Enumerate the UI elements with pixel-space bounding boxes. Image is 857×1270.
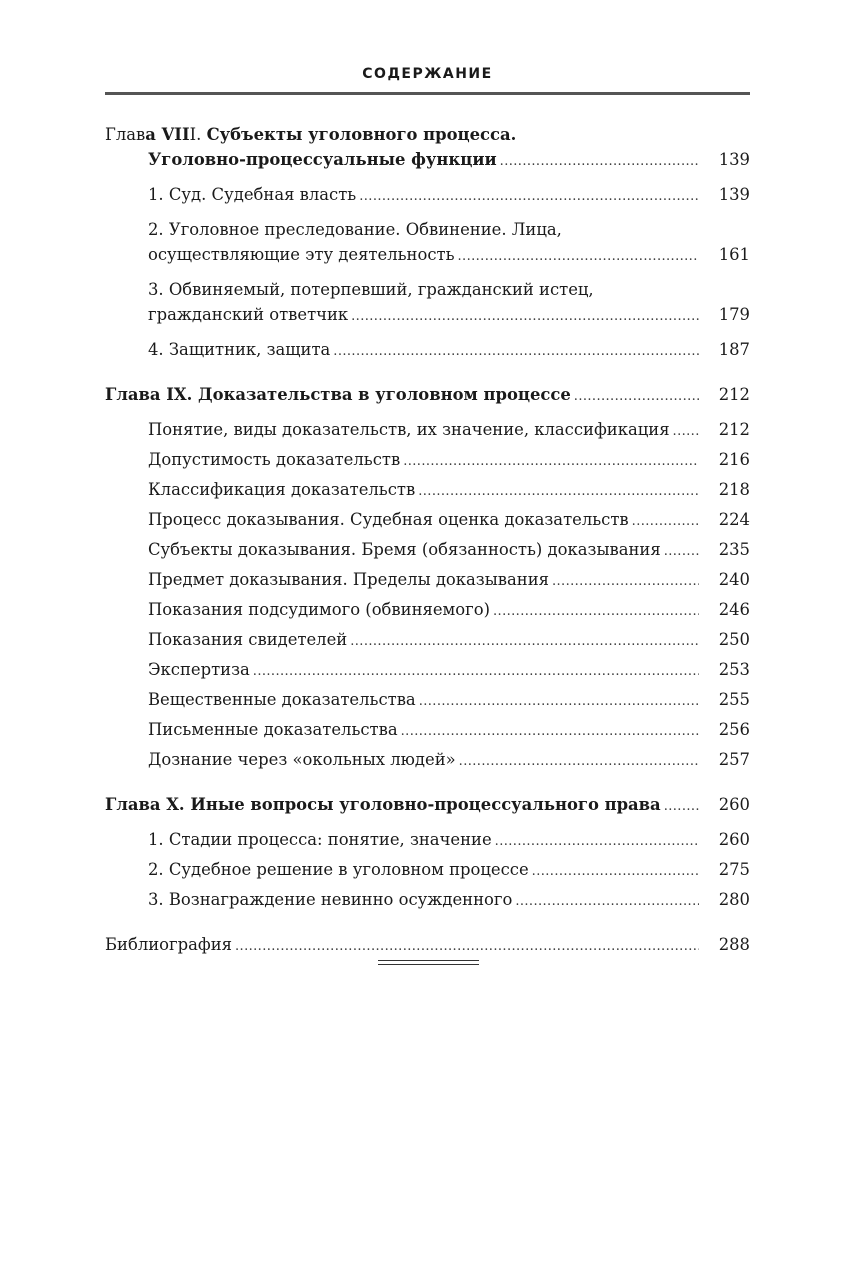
dot-leader: [403, 449, 699, 474]
entry-title: Дознание через «окольных людей»: [148, 750, 456, 769]
page-number: 218: [718, 480, 750, 499]
entry-title-cont: гражданский ответчик: [148, 305, 349, 324]
entry-title: Письменные доказательства: [148, 720, 398, 739]
entry-title: Понятие, виды доказательств, их значение, классификация: [148, 420, 670, 439]
dot-leader: [235, 934, 699, 959]
dot-leader: [458, 244, 699, 269]
entry-title: Предмет доказывания. Пределы доказывания: [148, 570, 549, 589]
page-number: 139: [718, 150, 750, 169]
chapter-8-title-line2: Уголовно-процессуальные функции: [148, 150, 497, 169]
dot-leader: [401, 719, 699, 744]
toc-entry[interactable]: [105, 717, 750, 744]
page-number: 216: [718, 450, 750, 469]
bibliography-title: Библиография: [105, 935, 232, 954]
page-number: 280: [718, 890, 750, 909]
entry-title: Экспертиза: [148, 660, 250, 679]
page-number: 212: [718, 420, 750, 439]
page-number: 250: [718, 630, 750, 649]
dot-leader: [418, 479, 699, 504]
page-number: 260: [718, 795, 750, 814]
chapter-8-prefix-bold: а VII: [145, 125, 190, 144]
header-rule: [105, 92, 750, 95]
page-number: 246: [718, 600, 750, 619]
page-number: 255: [718, 690, 750, 709]
entry-title: Классификация доказательств: [148, 480, 416, 499]
page-number: 187: [718, 340, 750, 359]
toc-entry[interactable]: [105, 857, 750, 884]
toc-entry[interactable]: [105, 887, 750, 914]
page-number: 275: [718, 860, 750, 879]
entry-title: 3. Обвиняемый, потерпевший, гражданский истец,: [148, 280, 594, 299]
dot-leader: [574, 384, 699, 409]
toc-entry[interactable]: [105, 627, 750, 654]
toc-entry[interactable]: [105, 447, 750, 474]
chapter-8-prefix-rest: I.: [189, 125, 207, 144]
dot-leader: [664, 794, 699, 819]
entry-title: 2. Уголовное преследование. Обвинение. Лица,: [148, 220, 562, 239]
page-number: 161: [718, 245, 750, 264]
page-header: СОДЕРЖАНИЕ: [362, 66, 493, 82]
dot-leader: [351, 304, 699, 329]
entry-title: Показания подсудимого (обвиняемого): [148, 600, 491, 619]
page-number: 257: [718, 750, 750, 769]
page-number: 240: [718, 570, 750, 589]
page-number: 212: [718, 385, 750, 404]
entry-title: Допустимость доказательств: [148, 450, 401, 469]
toc-entry[interactable]: [105, 507, 750, 534]
dot-leader: [419, 689, 699, 714]
table-of-contents: [105, 122, 750, 959]
entry-title: Показания свидетелей: [148, 630, 348, 649]
toc-entry[interactable]: [105, 567, 750, 594]
dot-leader: [350, 629, 699, 654]
page-number: 256: [718, 720, 750, 739]
entry-title: 4. Защитник, защита: [148, 340, 331, 359]
page-number: 288: [718, 935, 750, 954]
toc-entry[interactable]: [105, 337, 750, 364]
toc-entry[interactable]: [105, 687, 750, 714]
chapter-10-items: [105, 827, 750, 914]
page-number: 179: [718, 305, 750, 324]
dot-leader: [500, 149, 699, 174]
page-number: 235: [718, 540, 750, 559]
chapter-8-title-line1: Субъекты уголовного процесса.: [206, 125, 517, 144]
entry-title: 2. Судебное решение в уголовном процессе: [148, 860, 529, 879]
chapter-9-title: Глава IX. Доказательства в уголовном процессе: [105, 385, 571, 404]
toc-entry[interactable]: [105, 217, 750, 269]
entry-title: 1. Суд. Судебная власть: [148, 185, 357, 204]
toc-chapter-8[interactable]: [105, 122, 750, 174]
page-number: 139: [718, 185, 750, 204]
chapter-9-items: [105, 417, 750, 774]
dot-leader: [632, 509, 699, 534]
dot-leader: [515, 889, 699, 914]
dot-leader: [495, 829, 699, 854]
page-number: 224: [718, 510, 750, 529]
dot-leader: [459, 749, 699, 774]
toc-entry[interactable]: [105, 657, 750, 684]
dot-leader: [333, 339, 699, 364]
toc-entry[interactable]: [105, 477, 750, 504]
page-number: 253: [718, 660, 750, 679]
toc-entry[interactable]: [105, 417, 750, 444]
dot-leader: [253, 659, 699, 684]
dot-leader: [532, 859, 699, 884]
entry-title: 3. Вознаграждение невинно осужденного: [148, 890, 513, 909]
toc-entry[interactable]: [105, 597, 750, 624]
entry-title: Субъекты доказывания. Бремя (обязанность) доказывания: [148, 540, 661, 559]
toc-entry[interactable]: [105, 277, 750, 329]
toc-chapter-10[interactable]: [105, 792, 750, 819]
chapter-10-title: Глава X. Иные вопросы уголовно-процессуального права: [105, 795, 661, 814]
dot-leader: [664, 539, 699, 564]
entry-title: Вещественные доказательства: [148, 690, 416, 709]
toc-entry[interactable]: [105, 747, 750, 774]
dot-leader: [673, 419, 699, 444]
entry-title: 1. Стадии процесса: понятие, значение: [148, 830, 492, 849]
toc-bibliography[interactable]: [105, 932, 750, 959]
chapter-8-prefix: Глав: [105, 125, 146, 144]
end-ornament-rule: [378, 960, 479, 965]
entry-title-cont: осуществляющие эту деятельность: [148, 245, 455, 264]
chapter-8-heading: [105, 122, 750, 147]
toc-entry[interactable]: [105, 537, 750, 564]
toc-entry[interactable]: [105, 182, 750, 209]
page-number: 260: [718, 830, 750, 849]
dot-leader: [493, 599, 699, 624]
dot-leader: [359, 184, 699, 209]
entry-title: Процесс доказывания. Судебная оценка доказательств: [148, 510, 629, 529]
toc-chapter-9[interactable]: [105, 382, 750, 409]
toc-entry[interactable]: [105, 827, 750, 854]
chapter-8-title-row: [105, 147, 750, 174]
dot-leader: [552, 569, 699, 594]
